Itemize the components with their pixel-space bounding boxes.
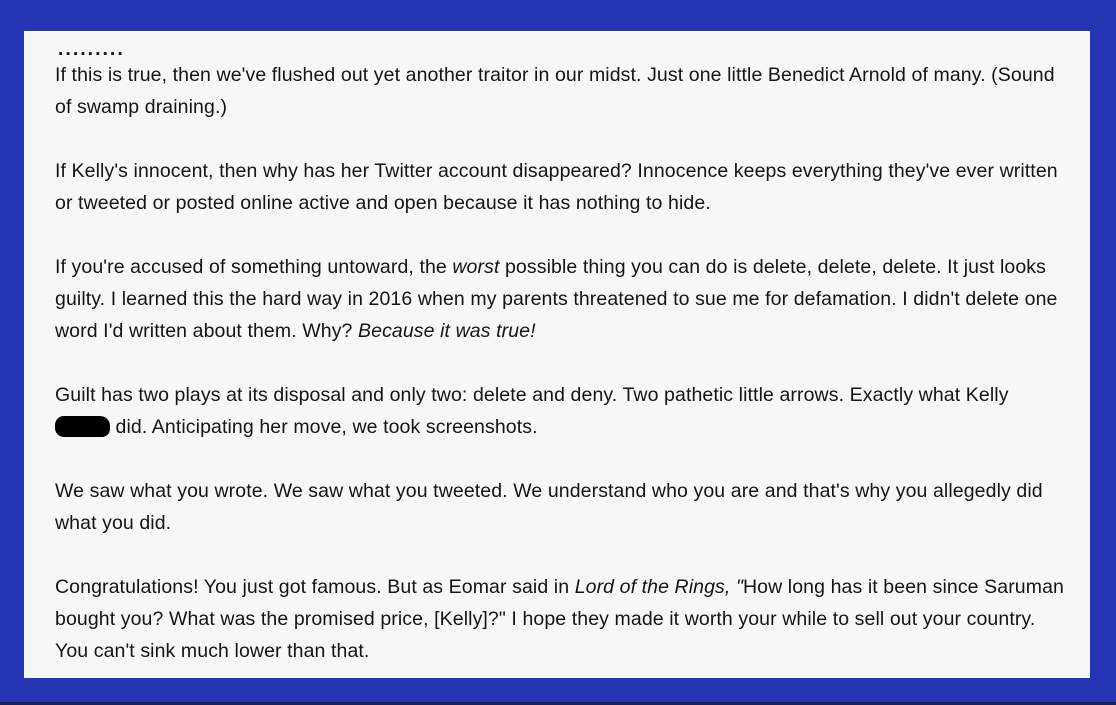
italic-text-run: Lord of the Rings, " xyxy=(574,576,743,598)
italic-text-run: Because it was true! xyxy=(358,320,536,342)
text-run: Congratulations! You just got famous. But as Eomar said in xyxy=(55,576,575,598)
text-run: did. Anticipating her move, we took screenshots. xyxy=(110,416,538,438)
article-content xyxy=(24,31,1090,667)
text-run: How long has it been since Saruman bought you? What was the promised price, [Kelly]?" I hope they made it worth your while to sell out your country. You can't sink much lower than that. xyxy=(55,576,1064,662)
leader-dots: ......... xyxy=(58,38,125,60)
document-card xyxy=(24,31,1090,678)
paragraph xyxy=(55,379,1065,443)
paragraph xyxy=(55,475,1065,539)
text-run: possible thing you can do is delete, delete, delete. It just looks guilty. I learned this the hard way in 2016 when my parents threatened to sue me for defamation. I didn't delete one word I'd written about them. Why? xyxy=(55,256,1058,342)
text-run: If you're accused of something untoward, the xyxy=(55,256,453,278)
article-body xyxy=(55,59,1065,667)
paragraph xyxy=(55,59,1065,123)
text-run: We saw what you wrote. We saw what you tweeted. We understand who you are and that's why you allegedly did what you did. xyxy=(55,480,1043,534)
text-run: Guilt has two plays at its disposal and only two: delete and deny. Two pathetic little arrows. Exactly what Kelly xyxy=(55,384,1009,406)
paragraph xyxy=(55,155,1065,219)
text-run: If this is true, then we've flushed out yet another traitor in our midst. Just one little Benedict Arnold of many. (Sound of swamp draining.) xyxy=(55,64,1055,118)
paragraph xyxy=(55,571,1065,667)
italic-text-run: worst xyxy=(452,256,500,278)
paragraph xyxy=(55,251,1065,347)
redaction-box xyxy=(55,416,110,437)
text-run: If Kelly's innocent, then why has her Twitter account disappeared? Innocence keeps everything they've ever written or tweeted or posted online active and open because it has nothing to hide. xyxy=(55,160,1058,214)
